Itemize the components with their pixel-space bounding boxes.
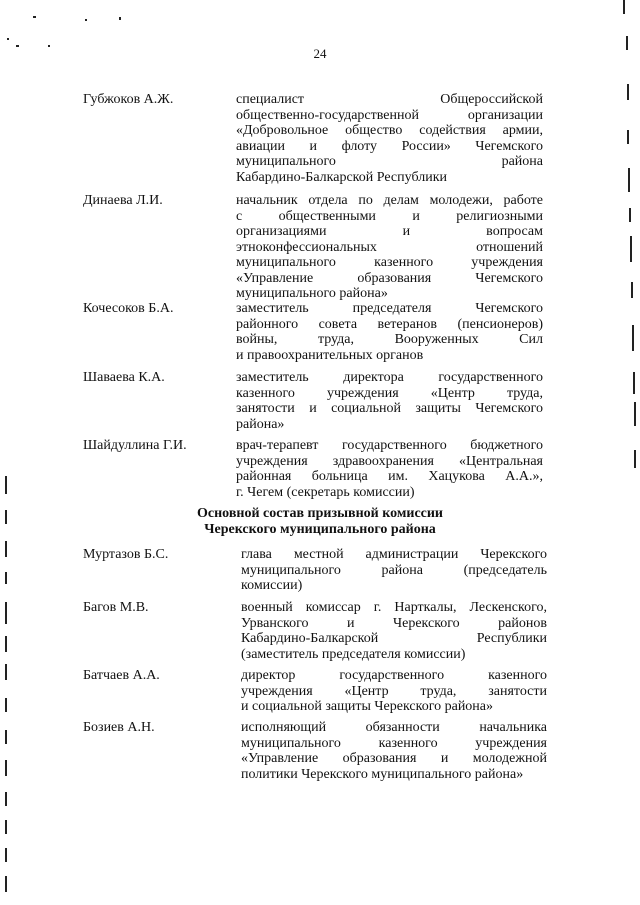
role-line: и правоохранительных органов: [236, 347, 424, 363]
role-line: муниципального казенного учреждения: [241, 735, 547, 751]
member-role: [241, 600, 547, 662]
scan-edge-mark: [631, 282, 633, 298]
role-line: «Управление образования и молодежной: [241, 751, 547, 766]
scan-speck: [119, 17, 121, 20]
scan-speck: [48, 45, 50, 47]
scan-edge-mark: [5, 476, 7, 494]
role-line: специалист Общероссийской: [236, 92, 543, 107]
member-role: [236, 92, 543, 185]
scan-edge-mark: [633, 372, 635, 394]
scan-edge-mark: [634, 450, 636, 468]
scan-edge-mark: [5, 572, 7, 584]
scan-edge-mark: [5, 510, 7, 524]
member-role: [236, 301, 543, 363]
role-line: «Управление образования Чегемского: [236, 270, 543, 286]
member-role: [241, 547, 547, 594]
scan-edge-mark: [5, 760, 7, 776]
scan-edge-mark: [629, 208, 631, 222]
scan-speck: [33, 16, 36, 18]
section-title-line: Черекского муниципального района: [204, 521, 436, 537]
member-name: Шаваева К.А.: [83, 370, 165, 385]
role-line: организациями и вопросам: [236, 224, 543, 239]
role-line: Урванского и Черекского районов: [241, 615, 547, 631]
scan-edge-mark: [5, 820, 7, 834]
role-line: учреждения здравоохранения «Центральная: [236, 453, 543, 469]
member-name: Бозиев А.Н.: [83, 720, 155, 735]
scan-edge-mark: [626, 36, 628, 50]
role-line: начальник отдела по делам молодежи, работе: [236, 193, 543, 208]
role-line: глава местной администрации Черекского: [241, 547, 547, 562]
role-line: этноконфессиональных отношений: [236, 239, 543, 255]
role-line: учреждения «Центр труда, занятости: [241, 683, 547, 699]
scan-edge-mark: [634, 402, 636, 426]
scan-edge-mark: [5, 792, 7, 806]
role-line: военный комиссар г. Нарткалы, Лескенского,: [241, 600, 547, 615]
scan-edge-mark: [5, 876, 7, 892]
member-name: Батчаев А.А.: [83, 668, 160, 683]
role-line: заместитель председателя Чегемского: [236, 301, 543, 316]
role-line: районного совета ветеранов (пенсионеров): [236, 316, 543, 332]
role-line: казенного учреждения «Центр труда,: [236, 385, 543, 401]
role-line: общественно-государственной организации: [236, 107, 543, 123]
scan-edge-mark: [630, 236, 632, 262]
scan-edge-mark: [5, 730, 7, 744]
role-line: исполняющий обязанности начальника: [241, 720, 547, 735]
role-line: занятости и социальной защиты Чегемского: [236, 401, 543, 416]
role-line: Кабардино-Балкарской Республики: [236, 169, 447, 185]
section-title: [0, 506, 640, 537]
member-name: Динаева Л.И.: [83, 193, 163, 208]
member-role: [236, 193, 543, 302]
scan-speck: [85, 19, 87, 21]
role-line: заместитель директора государственного: [236, 370, 543, 385]
member-name: Муртазов Б.С.: [83, 547, 169, 562]
role-line: (заместитель председателя комиссии): [241, 646, 466, 662]
member-name: Губжоков А.Ж.: [83, 92, 174, 107]
role-line: политики Черекского муниципального района»: [241, 766, 524, 782]
role-line: войны, труда, Вооруженных Сил: [236, 332, 543, 347]
role-line: авиации и флоту России» Чегемского: [236, 138, 543, 154]
scan-edge-mark: [627, 84, 629, 100]
scan-edge-mark: [5, 541, 7, 557]
role-line: с общественными и религиозными: [236, 208, 543, 224]
member-name: Шайдуллина Г.И.: [83, 438, 187, 453]
scan-edge-mark: [5, 698, 7, 712]
scan-speck: [7, 38, 9, 40]
role-line: Кабардино-Балкарской Республики: [241, 631, 547, 646]
scan-edge-mark: [632, 325, 634, 351]
scan-edge-mark: [5, 602, 7, 624]
page-number: 24: [313, 46, 327, 61]
scan-edge-mark: [5, 848, 7, 862]
section-title-line: Основной состав призывной комиссии: [197, 506, 443, 521]
role-line: «Добровольное общество содействия армии,: [236, 123, 543, 138]
role-line: директор государственного казенного: [241, 668, 547, 683]
member-name: Кочесоков Б.А.: [83, 301, 174, 316]
role-line: района»: [236, 416, 285, 432]
member-role: [236, 370, 543, 432]
role-line: и социальной защиты Черекского района»: [241, 699, 494, 714]
role-line: врач-терапевт государственного бюджетного: [236, 438, 543, 453]
member-role: [236, 438, 543, 500]
role-line: комиссии): [241, 578, 303, 593]
scan-edge-mark: [627, 130, 629, 144]
member-role: [241, 668, 547, 715]
scan-edge-mark: [5, 664, 7, 680]
role-line: муниципального района: [236, 154, 543, 169]
role-line: муниципального района (председатель: [241, 562, 547, 578]
scan-edge-mark: [628, 168, 630, 192]
member-role: [241, 720, 547, 782]
role-line: муниципального казенного учреждения: [236, 255, 543, 270]
role-line: районная больница им. Хацукова А.А.»,: [236, 469, 543, 484]
scan-edge-mark: [5, 636, 7, 652]
role-line: муниципального района»: [236, 286, 388, 301]
member-name: Багов М.В.: [83, 600, 149, 615]
role-line: г. Чегем (секретарь комиссии): [236, 484, 415, 500]
scan-speck: [16, 45, 19, 47]
scan-edge-mark: [623, 0, 625, 14]
